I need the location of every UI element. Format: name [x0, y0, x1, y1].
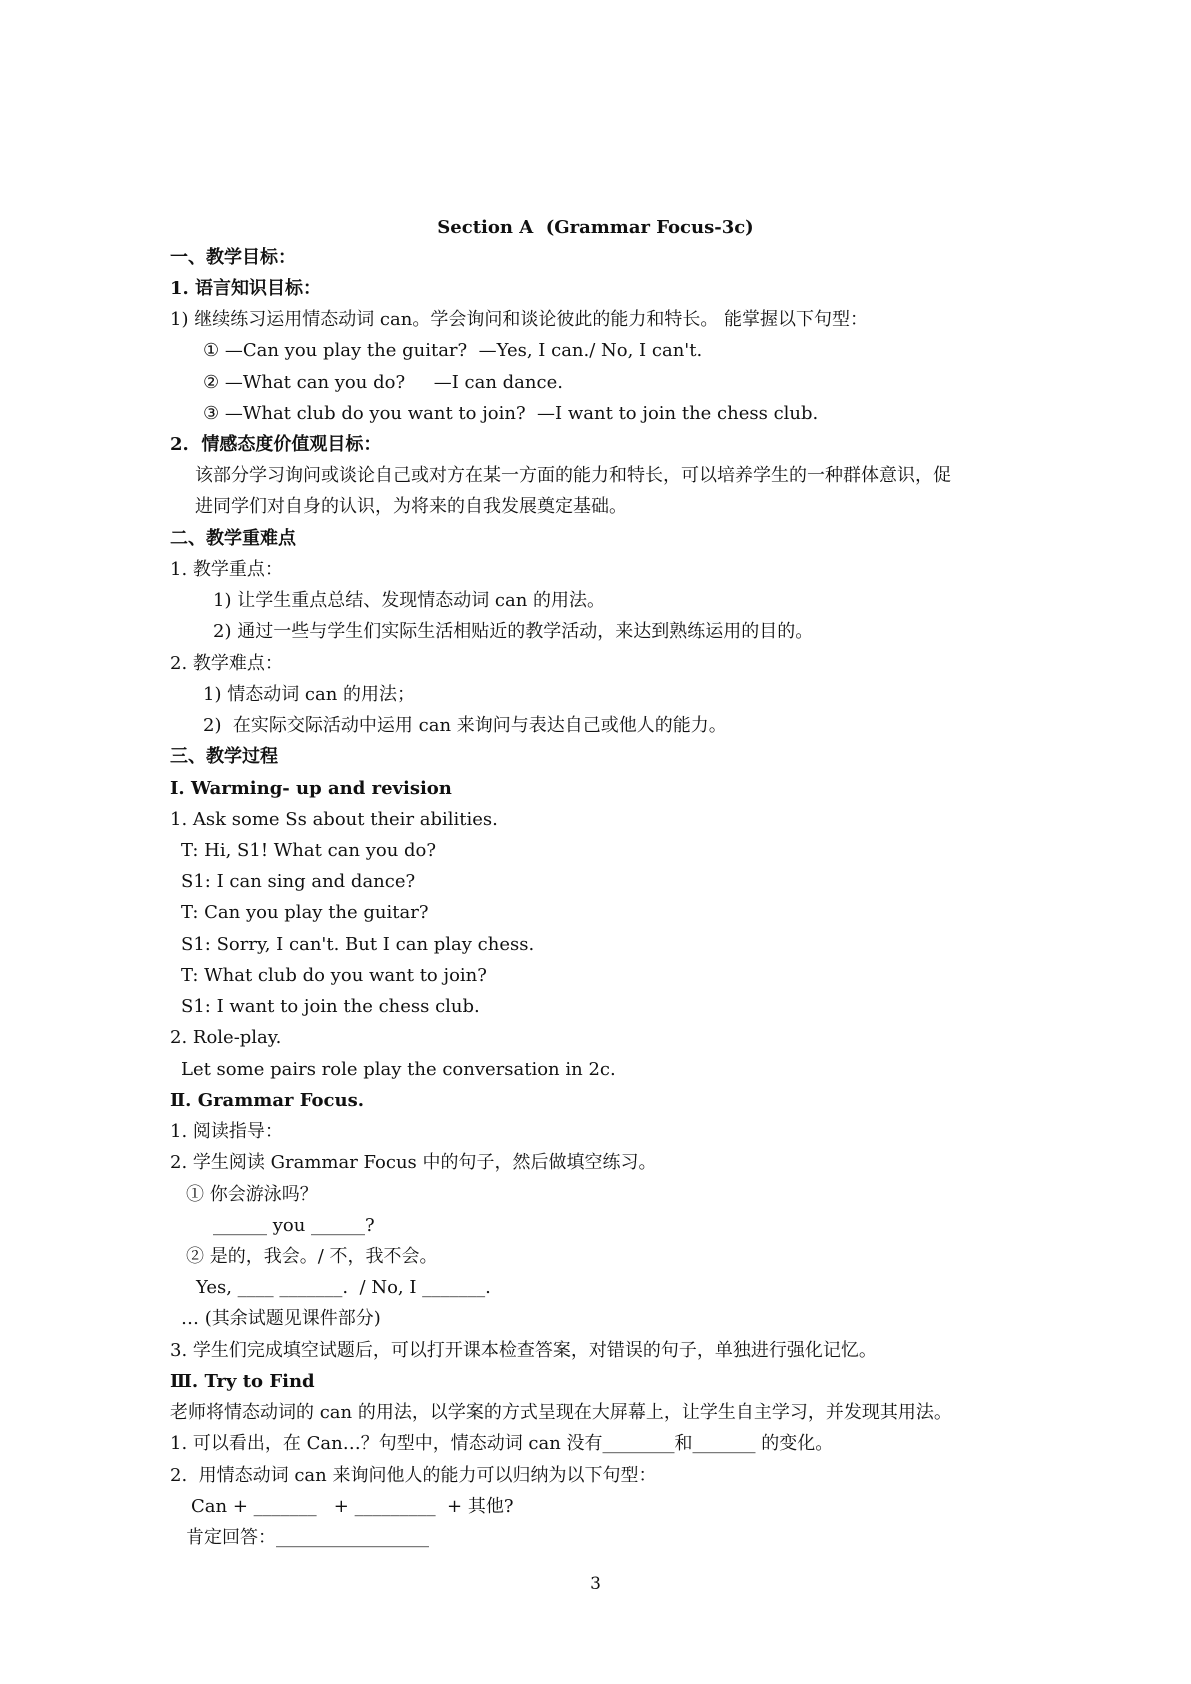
text-line: Yes, ____ _______. / No, I _______.	[196, 1277, 491, 1298]
text-line: S1: Sorry, I can't. But I can play chess.	[181, 934, 535, 955]
text-line: S1: I can sing and dance?	[181, 871, 416, 892]
text-line: 1. Ask some Ss about their abilities.	[170, 809, 498, 830]
text-line: 3. 学生们完成填空试题后，可以打开课本检查答案，对错误的句子，单独进行强化记忆。	[170, 1340, 877, 1361]
text-line: 2) 通过一些与学生们实际生活相贴近的教学活动，来达到熟练运用的目的。	[213, 621, 814, 642]
text-line: 1. 教学重点：	[170, 559, 283, 580]
text-line: ① 你会游泳吗？	[186, 1184, 318, 1205]
page-number: 3	[590, 1574, 601, 1594]
text-line: 2. 用情态动词 can 来询问他人的能力可以归纳为以下句型：	[170, 1465, 657, 1486]
section-heading: 一、教学目标：	[170, 247, 296, 268]
section-heading: 二、教学重难点	[170, 528, 296, 549]
text-line: S1: I want to join the chess club.	[181, 996, 480, 1017]
text-line: ______ you ______?	[213, 1215, 375, 1236]
text-line: ① —Can you play the guitar? —Yes, I can./ No, I can't.	[203, 340, 703, 361]
text-line: 该部分学习询问或谈论自己或对方在某一方面的能力和特长，可以培养学生的一种群体意识，促	[195, 465, 951, 486]
text-line: 1. 可以看出，在 Can…？句型中，情态动词 can 没有________和_______ 的变化。	[170, 1433, 834, 1454]
section-heading: Ⅲ. Try to Find	[170, 1371, 315, 1392]
text-line: 2. Role-play.	[170, 1027, 282, 1048]
text-line: T: What club do you want to join?	[181, 965, 487, 986]
text-line: 肯定回答：_________________	[186, 1527, 429, 1548]
text-line: ② 是的，我会。/ 不，我不会。	[186, 1246, 438, 1267]
section-heading: 2. 情感态度价值观目标：	[170, 434, 382, 455]
section-heading: Ⅱ. Grammar Focus.	[170, 1090, 364, 1111]
text-line: 老师将情态动词的 can 的用法，以学案的方式呈现在大屏幕上，让学生自主学习，并发现其用法。	[170, 1402, 952, 1423]
text-line: T: Can you play the guitar?	[181, 902, 429, 923]
text-line: 1) 让学生重点总结、发现情态动词 can 的用法。	[213, 590, 606, 611]
text-line: 1) 情态动词 can 的用法；	[203, 684, 416, 705]
text-line: … (其余试题见课件部分)	[181, 1308, 381, 1329]
text-line: 2) 在实际交际活动中运用 can 来询问与表达自己或他人的能力。	[203, 715, 727, 736]
section-heading: 三、教学过程	[170, 746, 278, 767]
section-heading: Ⅰ. Warming- up and revision	[170, 778, 452, 799]
text-line: Let some pairs role play the conversation in 2c.	[181, 1059, 616, 1080]
text-line: 2. 教学难点：	[170, 653, 283, 674]
text-line: ③ —What club do you want to join? —I want to join the chess club.	[203, 403, 819, 424]
text-line: 1) 继续练习运用情态动词 can。学会询问和谈论彼此的能力和特长。 能掌握以下句型：	[170, 309, 869, 330]
text-line: ② —What can you do? —I can dance.	[203, 372, 563, 393]
document-title: Section A (Grammar Focus-3c)	[437, 217, 754, 238]
text-line: Can + _______ + _________ + 其他?	[191, 1496, 514, 1517]
text-line: 进同学们对自身的认识，为将来的自我发展奠定基础。	[195, 496, 627, 517]
text-line: 2. 学生阅读 Grammar Focus 中的句子，然后做填空练习。	[170, 1152, 657, 1173]
section-heading: 1. 语言知识目标：	[170, 278, 322, 299]
text-line: T: Hi, S1! What can you do?	[181, 840, 437, 861]
text-line: 1. 阅读指导：	[170, 1121, 283, 1142]
